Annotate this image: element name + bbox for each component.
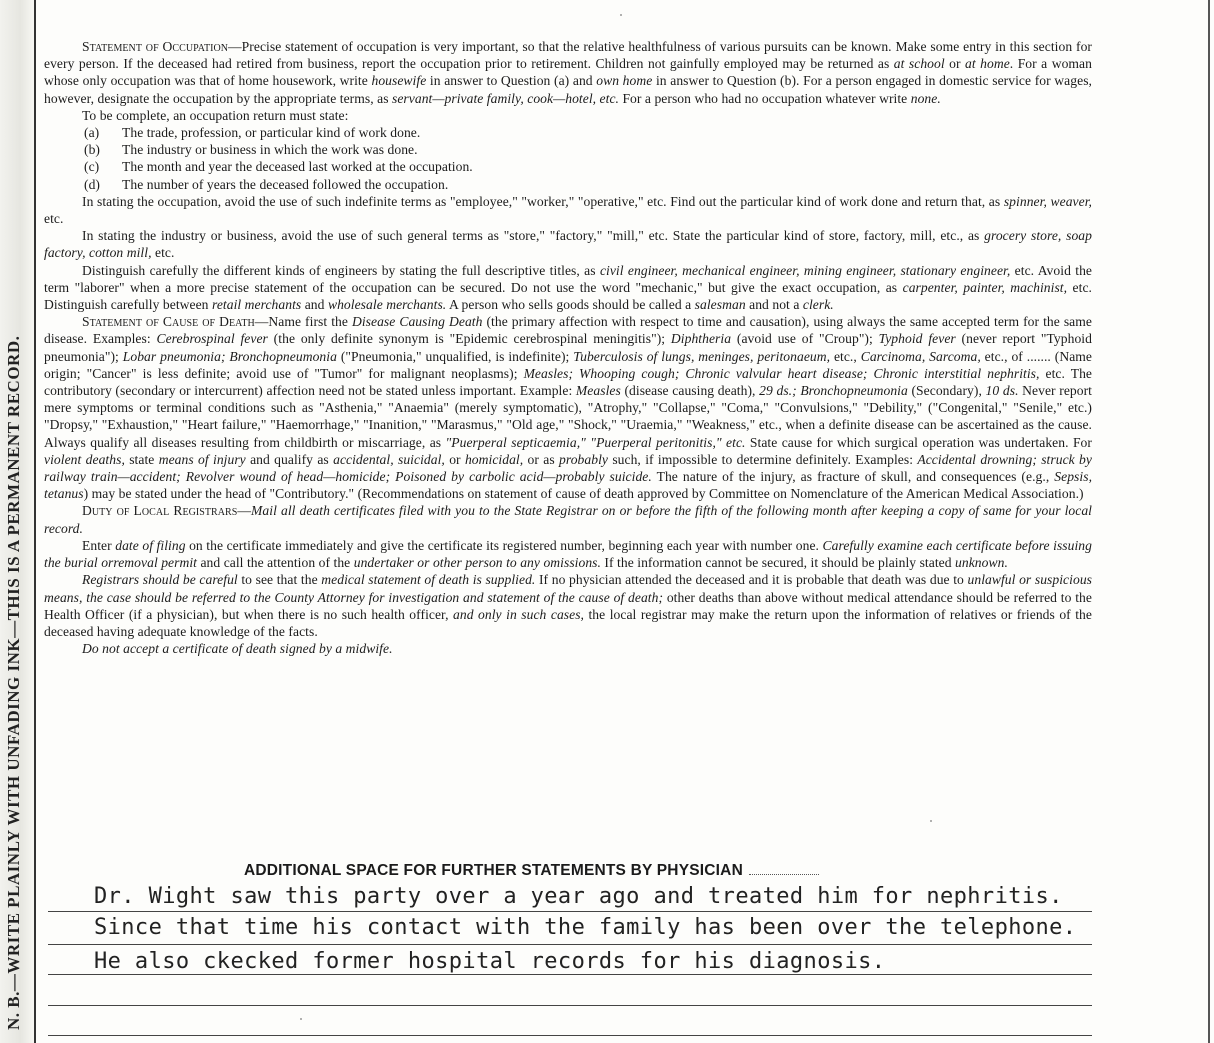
medical-statement-paragraph: Registrars should be careful to see that the medical statement of death is supplied. If no physician attended the deceased and it is probable that death was due to unlawful or suspicious means, the case should be referred to the County Attorney for investigation and statement of the cause of death; other deaths than above without medical attendance should be referred to the Health Officer (if a physician), but when there is no such health officer, and only in such cases, the local registrar may make the return upon the information of relatives or friends of the deceased having adequate knowledge of the facts. xyxy=(44,572,1093,639)
cause-heading: Statement of Cause of Death xyxy=(82,314,255,330)
list-item: (d) The number of years the deceased followed the occupation. xyxy=(84,176,449,192)
physician-statement-line-2: Since that time his contact with the family has been over the telephone. xyxy=(94,915,1077,940)
statement-rule xyxy=(48,1004,1092,1006)
midwife-paragraph: Do not accept a certificate of death signed by a midwife. xyxy=(82,641,393,657)
statement-rule xyxy=(48,1034,1092,1036)
paper-speck xyxy=(620,14,622,16)
paper-speck xyxy=(930,820,932,822)
cause-of-death-paragraph: Statement of Cause of Death—Name first the Disease Causing Death (the primary affection with respect to time and causation), using always the same accepted term for the same disease. Examples: Cerebrospinal fever (the only definite synonym is "Epidemic cerebrospinal meningitis"); Diphtheria (avoid use of "Croup"); Typhoid fever (never report "Typhoid pneumonia"); Lobar pneumonia; Bronchopneumonia ("Pneumonia," unqualified, is indefinite); Tuberculosis of lungs, meninges, peritonaeum, etc., Carcinoma, Sarcoma, etc., of ....... (Name origin; "Cancer" is less definite; avoid use of "Tumor" for malignant neoplasms); Measles; Whooping cough; Chronic valvular heart disease; Chronic interstitial nephritis, etc. The contributory (secondary or intercurrent) affection need not be stated unless important. Example: Measles (disease causing death), 29 ds.; Bronchopneumonia (Secondary), 10 ds. Never report mere symptoms or terminal conditions such as "Asthenia," "Anaemia" (merely symptomatic), "Atrophy," "Collapse," "Coma," "Convulsions," "Debility," ("Congenital," "Senile," etc.) "Dropsy," "Exhaustion," "Heart failure," "Haemorrhage," "Inanition," "Marasmus," "Old age," "Shock," "Uraemia," "Weakness," etc., when a definite disease can be ascertained as the cause. Always qualify all diseases resulting from childbirth or miscarriage, as "Puerperal septicaemia," "Puerperal peritonitis," etc. State cause for which surgical operation was undertaken. For violent deaths, state means of injury and qualify as accidental, suicidal, or homicidal, or as probably such, if impossible to determine definitely. Examples: Accidental drowning; struck by railway train—accident; Revolver wound of head—homicide; Poisoned by carbolic acid—probably suicide. The nature of the injury, as fracture of skull, and consequences (e.g., Sepsis, tetanus) may be stated under the head of "Contributory." (Recommendations on statement of cause of death approved by Committee on Nomenclature of the American Medical Association.) xyxy=(44,314,1093,502)
occupation-paragraph: Statement of Occupation—Precise statement of occupation is very important, so that the relative healthfulness of various pursuits can be known. Make some entry in this section for every person. If the deceased had retired from business, report the occupation prior to retirement. Children not gainfully employed may be returned as at school or at home. For a woman whose only occupation was that of home housework, write housewife in answer to Question (a) and own home in answer to Question (b). For a person engaged in domestic service for wages, however, designate the occupation by the appropriate terms, as servant—private family, cook—hotel, etc. For a person who had no occupation whatever write none. xyxy=(44,39,1092,106)
physician-statement-line-3: He also ckecked former hospital records for his diagnosis. xyxy=(94,949,886,974)
occupation-requirements-list xyxy=(84,124,1092,193)
left-margin-strip xyxy=(0,0,36,1043)
statement-rule xyxy=(48,910,1092,912)
heading-dotted-leader xyxy=(749,874,819,875)
additional-space-heading: ADDITIONAL SPACE FOR FURTHER STATEMENTS BY PHYSICIAN xyxy=(244,862,819,880)
paper-speck xyxy=(300,1018,302,1020)
filing-paragraph: Enter date of filing on the certificate immediately and give the certificate its registered number, beginning each year with number one. Carefully examine each certificate before issuing the burial orremoval permit and call the attention of the undertaker or other person to any omissions. If the information cannot be secured, it should be plainly stated unknown. xyxy=(44,537,1093,571)
physician-statement-line-1: Dr. Wight saw this party over a year ago and treated him for nephritis. xyxy=(94,884,1063,909)
occupation-heading: Statement of Occupation xyxy=(82,39,229,54)
list-item: (b) The industry or business in which the work was done. xyxy=(84,142,418,158)
industry-terms-paragraph: In stating the industry or business, avoid the use of such general terms as "store," "factory," "mill," etc. State the particular kind of store, factory, mill, etc., as grocery store, soap factory, cotton mill, etc. xyxy=(44,228,1093,261)
list-item: (a) The trade, profession, or particular kind of work done. xyxy=(84,125,421,141)
statement-rule xyxy=(48,973,1092,975)
instructions-text xyxy=(44,38,1092,657)
permanent-record-note: N. B.—WRITE PLAINLY WITH UNFADING INK—THIS IS A PERMANENT RECORD. xyxy=(4,335,23,1030)
registrars-heading: Duty of Local Registrars xyxy=(82,503,238,519)
complete-intro: To be complete, an occupation return must state: xyxy=(82,107,349,123)
engineers-paragraph: Distinguish carefully the different kinds of engineers by stating the full descriptive titles, as civil engineer, mechanical engineer, mining engineer, stationary engineer, etc. Avoid the term "laborer" when a more precise statement of the occupation can be secured. Do not use the word "mechanic," but give the exact occupation, as carpenter, painter, machinist, etc. Distinguish carefully between retail merchants and wholesale merchants. A person who sells goods should be called a salesman and not a clerk. xyxy=(44,262,1093,313)
occupation-terms-paragraph: In stating the occupation, avoid the use of such indefinite terms as "employee," "worker," "operative," etc. Find out the particular kind of work done and return that, as spinner, weaver, etc. xyxy=(44,193,1092,227)
registrars-duty-paragraph: Duty of Local Registrars—Mail all death certificates filed with you to the State Registrar on or before the fifth of the following month after keeping a copy of same for your local record. xyxy=(44,503,1093,536)
list-item: (c) The month and year the deceased last worked at the occupation. xyxy=(84,159,473,175)
right-border-rule xyxy=(1208,0,1210,1043)
statement-rule xyxy=(48,943,1092,945)
